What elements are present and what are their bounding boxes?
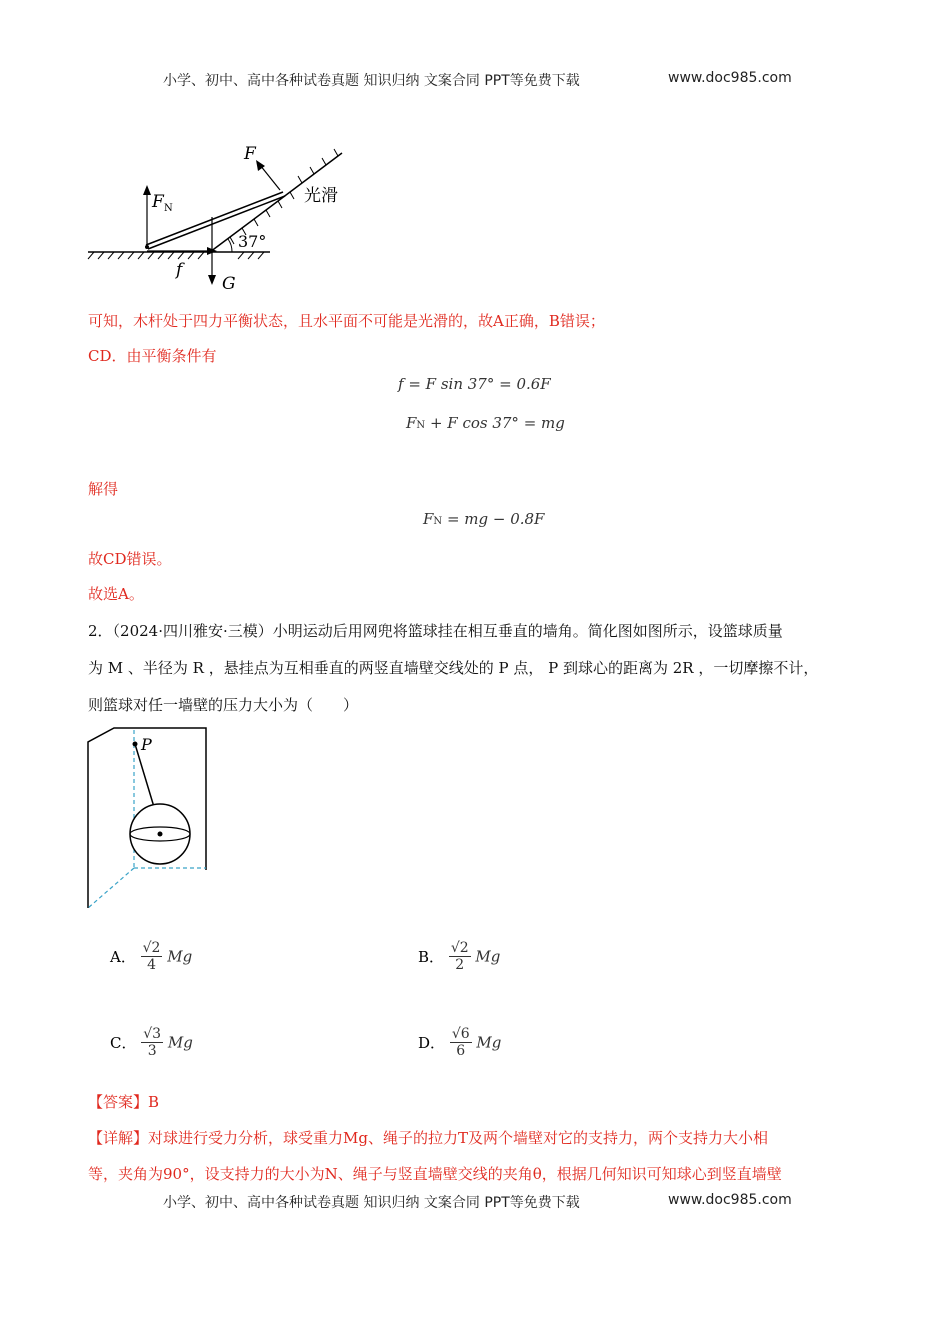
figure-rod-forces xyxy=(80,135,370,295)
label-FN-sub: N xyxy=(164,203,173,214)
solution-line-5: 故选A。 xyxy=(88,585,144,603)
option-d[interactable]: D． $\frac{√6}{6}$ Mg xyxy=(418,1026,502,1059)
detail-line-2: 等，夹角为90°，设支持力的大小为N、绳子与竖直墙壁交线的夹角θ，根据几何知识可知球心到竖直墙壁 xyxy=(88,1165,782,1183)
header-text: 小学、初中、高中各种试卷真题 知识归纳 文案合同 PPT等免费下载 xyxy=(163,73,580,89)
footer-text: 小学、初中、高中各种试卷真题 知识归纳 文案合同 PPT等免费下载 xyxy=(163,1195,580,1211)
answer-label: 【答案】B xyxy=(88,1093,160,1111)
label-P: P xyxy=(141,735,152,754)
label-f: f xyxy=(176,260,183,280)
solution-line-2: CD．由平衡条件有 xyxy=(88,347,217,365)
solution-line-4: 故CD错误。 xyxy=(88,550,172,568)
option-a[interactable]: A． $\frac{√2}{4}$ Mg xyxy=(110,940,193,973)
label-FN: F xyxy=(152,192,164,212)
header-site-link[interactable]: www.doc985.com xyxy=(668,70,792,86)
label-angle: 37° xyxy=(238,232,267,251)
label-G: G xyxy=(222,274,236,294)
question-line-1: 2．（2024·四川雅安·三模）小明运动后用网兜将篮球挂在相互垂直的墙角。简化图如图所示，设篮球质量 xyxy=(88,622,783,640)
label-F: F xyxy=(244,144,256,164)
question-line-3: 则篮球对任一墙壁的压力大小为（ ） xyxy=(88,696,359,714)
figure-basketball-corner xyxy=(84,722,214,914)
label-smooth: 光滑 xyxy=(304,186,338,206)
solution-line-3: 解得 xyxy=(88,480,119,498)
question-line-2: 为 M 、半径为 R ，悬挂点为互相垂直的两竖直墙壁交线处的 P 点， P 到球心的距离为 2R ，一切摩擦不计， xyxy=(88,659,819,677)
solution-line-1: 可知，木杆处于四力平衡状态，且水平面不可能是光滑的，故A正确，B错误； xyxy=(88,312,605,330)
detail-line-1: 【详解】对球进行受力分析，球受重力Mg、绳子的拉力T及两个墙壁对它的支持力，两个支持力大小相 xyxy=(88,1129,768,1147)
footer-site-link[interactable]: www.doc985.com xyxy=(668,1192,792,1208)
option-b[interactable]: B． $\frac{√2}{2}$ Mg xyxy=(418,940,501,973)
equation-1: f = F sin 37° = 0.6F xyxy=(398,375,551,393)
option-c[interactable]: C． $\frac{√3}{3}$ Mg xyxy=(110,1026,193,1059)
equation-2: FN + F cos 37° = mg xyxy=(406,414,565,432)
equation-3: FN = mg − 0.8F xyxy=(423,510,545,528)
